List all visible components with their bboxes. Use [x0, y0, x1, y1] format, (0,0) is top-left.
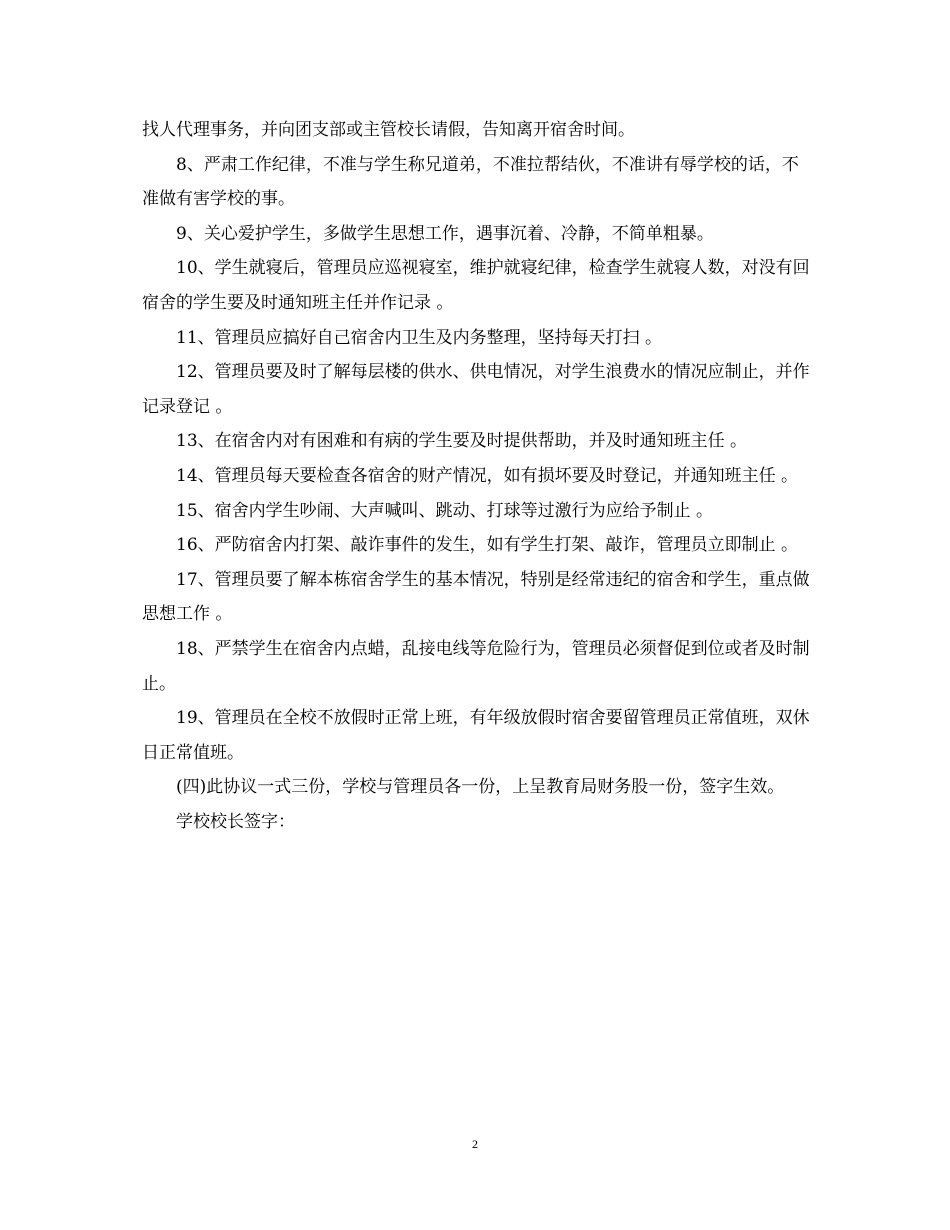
page-number: 2: [472, 1137, 478, 1151]
paragraph-item-12: 12、管理员要及时了解每层楼的供水、供电情况，对学生浪费水的情况应制止，并作记录登记 。: [142, 362, 810, 417]
paragraph-item-13: 13、在宿舍内对有困难和有病的学生要及时提供帮助，并及时通知班主任 。: [176, 431, 748, 452]
document-body: [142, 113, 810, 839]
paragraph-item-18: 18、严禁学生在宿舍内点蜡，乱接电线等危险行为，管理员必须督促到位或者及时制止。: [142, 638, 810, 694]
paragraph-item-14: 14、管理员每天要检查各宿舍的财产情况，如有损坏要及时登记，并通知班主任 。: [176, 465, 799, 486]
paragraph-item-10: 10、学生就寝后，管理员应巡视寝室，维护就寝纪律，检查学生就寝人数，对没有回宿舍的学生要及时通知班主任并作记录 。: [142, 258, 810, 313]
paragraph-item-17: 17、管理员要了解本栋宿舍学生的基本情况，特别是经常违纪的宿舍和学生，重点做思想工作 。: [142, 569, 810, 625]
paragraph-continuation: 找人代理事务，并向团支部或主管校长请假，告知离开宿舍时间。: [142, 120, 635, 140]
paragraph-item-8: 8、严肃工作纪律，不准与学生称兄道弟，不准拉帮结伙，不准讲有辱学校的话，不准做有害学校的事。: [142, 154, 799, 210]
signature-line: 学校校长签字：: [176, 811, 295, 832]
paragraph-item-15: 15、宿舍内学生吵闹、大声喊叫、跳动、打球等过激行为应给予制止 。: [176, 500, 714, 521]
paragraph-item-16: 16、严防宿舍内打架、敲诈事件的发生，如有学生打架、敲诈，管理员立即制止 。: [176, 535, 799, 556]
paragraph-item-19: 19、管理员在全校不放假时正常上班，有年级放假时宿舍要留管理员正常值班，双休日正常值班。: [142, 708, 810, 763]
paragraph-item-11: 11、管理员应搞好自己宿舍内卫生及内务整理，坚持每天打扫 。: [176, 327, 663, 348]
paragraph-section-4: (四)此协议一式三份，学校与管理员各一份，上呈教育局财务股一份，签字生效。: [176, 777, 785, 798]
paragraph-item-9: 9、关心爱护学生，多做学生思想工作，遇事沉着、冷静，不简单粗暴。: [176, 223, 714, 244]
